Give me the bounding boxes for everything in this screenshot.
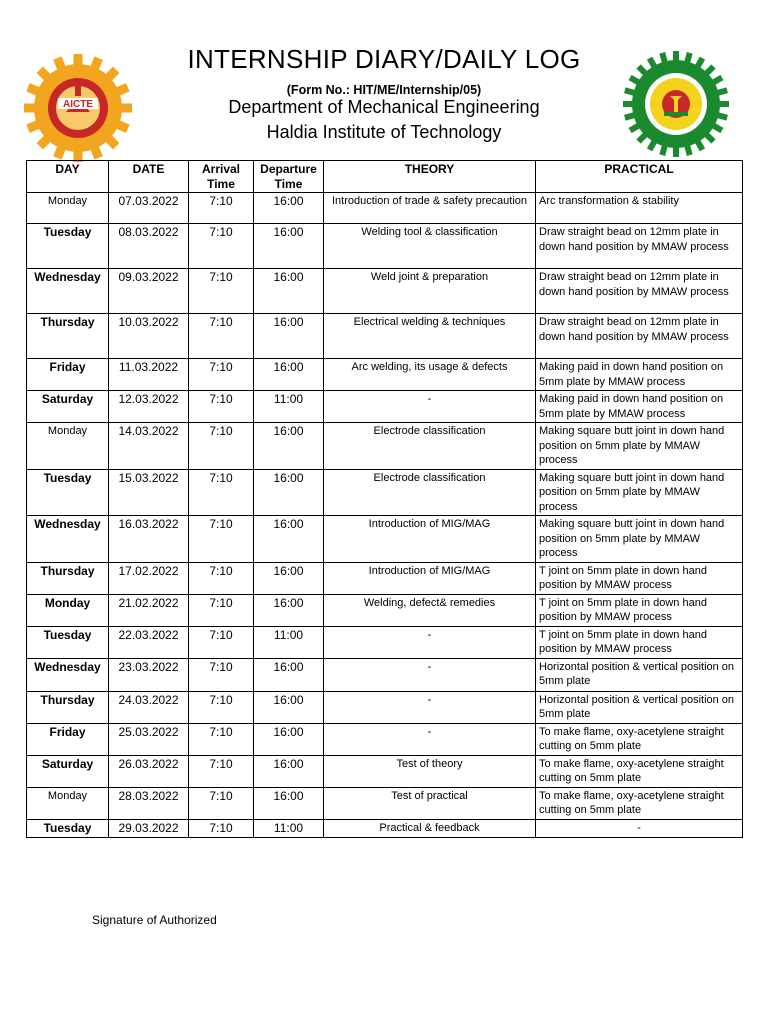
arrival-time-cell: 7:10 (189, 224, 254, 269)
page-title: INTERNSHIP DIARY/DAILY LOG (187, 44, 581, 74)
practical-cell: Draw straight bead on 12mm plate in down hand position by MMAW process (536, 269, 743, 314)
arrival-time-cell: 7:10 (189, 423, 254, 470)
department-name: Department of Mechanical Engineering (228, 97, 540, 117)
practical-cell: Horizontal position & vertical position on 5mm plate (536, 658, 743, 691)
practical-cell: Horizontal position & vertical position on 5mm plate (536, 691, 743, 723)
table-row (27, 658, 743, 691)
arrival-time-cell: 7:10 (189, 193, 254, 224)
date-cell: 17.02.2022 (109, 562, 189, 594)
date-cell: 07.03.2022 (109, 193, 189, 224)
theory-cell: Welding, defect& remedies (324, 594, 536, 626)
departure-time-cell: 16:00 (254, 562, 324, 594)
theory-cell: - (324, 391, 536, 423)
header-theory: THEORY (324, 161, 536, 193)
date-cell: 09.03.2022 (109, 269, 189, 314)
theory-cell: Welding tool & classification (324, 224, 536, 269)
date-cell: 21.02.2022 (109, 594, 189, 626)
table-row (27, 469, 743, 516)
theory-cell: Introduction of trade & safety precaution (324, 193, 536, 224)
arrival-time-cell: 7:10 (189, 658, 254, 691)
table-row (27, 269, 743, 314)
departure-time-cell: 16:00 (254, 658, 324, 691)
day-cell: Saturday (27, 391, 109, 423)
practical-cell: Making square butt joint in down hand position on 5mm plate by MMAW process (536, 423, 743, 470)
day-cell: Monday (27, 423, 109, 470)
date-cell: 10.03.2022 (109, 314, 189, 359)
date-cell: 14.03.2022 (109, 423, 189, 470)
arrival-time-cell: 7:10 (189, 516, 254, 563)
theory-cell: - (324, 658, 536, 691)
departure-time-cell: 16:00 (254, 193, 324, 224)
day-cell: Friday (27, 723, 109, 755)
practical-cell: Arc transformation & stability (536, 193, 743, 224)
day-cell: Monday (27, 193, 109, 224)
table-row (27, 516, 743, 563)
date-cell: 28.03.2022 (109, 787, 189, 819)
departure-time-cell: 16:00 (254, 314, 324, 359)
day-cell: Saturday (27, 755, 109, 787)
arrival-time-cell: 7:10 (189, 314, 254, 359)
arrival-time-cell: 7:10 (189, 391, 254, 423)
day-cell: Thursday (27, 562, 109, 594)
table-row (27, 691, 743, 723)
theory-cell: Electrode classification (324, 469, 536, 516)
theory-cell: - (324, 626, 536, 658)
departure-time-cell: 16:00 (254, 359, 324, 391)
theory-cell: Electrode classification (324, 423, 536, 470)
table-row (27, 723, 743, 755)
table-row (27, 224, 743, 269)
practical-cell: Making paid in down hand position on 5mm plate by MMAW process (536, 359, 743, 391)
day-cell: Monday (27, 787, 109, 819)
signature-label: Signature of Authorized (92, 913, 217, 927)
practical-cell: T joint on 5mm plate in down hand position by MMAW process (536, 626, 743, 658)
arrival-time-cell: 7:10 (189, 755, 254, 787)
arrival-time-cell: 7:10 (189, 469, 254, 516)
theory-cell: Practical & feedback (324, 819, 536, 837)
table-row (27, 391, 743, 423)
day-cell: Monday (27, 594, 109, 626)
day-cell: Wednesday (27, 516, 109, 563)
theory-cell: Introduction of MIG/MAG (324, 562, 536, 594)
form-number: (Form No.: HIT/ME/Internship/05) (286, 83, 482, 97)
table-row (27, 594, 743, 626)
departure-time-cell: 16:00 (254, 423, 324, 470)
table-row (27, 626, 743, 658)
day-cell: Friday (27, 359, 109, 391)
practical-cell: - (536, 819, 743, 837)
theory-cell: - (324, 691, 536, 723)
theory-cell: Test of practical (324, 787, 536, 819)
date-cell: 12.03.2022 (109, 391, 189, 423)
departure-time-cell: 16:00 (254, 723, 324, 755)
theory-cell: - (324, 723, 536, 755)
institute-name: Haldia Institute of Technology (266, 122, 502, 142)
theory-cell: Arc welding, its usage & defects (324, 359, 536, 391)
arrival-time-cell: 7:10 (189, 269, 254, 314)
departure-time-cell: 16:00 (254, 691, 324, 723)
date-cell: 16.03.2022 (109, 516, 189, 563)
departure-time-cell: 16:00 (254, 224, 324, 269)
aicte-logo-text: AICTE (63, 99, 93, 110)
arrival-time-cell: 7:10 (189, 691, 254, 723)
departure-time-cell: 16:00 (254, 755, 324, 787)
arrival-time-cell: 7:10 (189, 562, 254, 594)
day-cell: Tuesday (27, 626, 109, 658)
arrival-time-cell: 7:10 (189, 787, 254, 819)
table-row (27, 359, 743, 391)
date-cell: 29.03.2022 (109, 819, 189, 837)
header-date: DATE (109, 161, 189, 193)
daily-log-table (26, 160, 743, 838)
departure-time-cell: 11:00 (254, 819, 324, 837)
practical-cell: Draw straight bead on 12mm plate in down hand position by MMAW process (536, 224, 743, 269)
day-cell: Thursday (27, 691, 109, 723)
arrival-time-cell: 7:10 (189, 359, 254, 391)
arrival-time-cell: 7:10 (189, 626, 254, 658)
table-row (27, 787, 743, 819)
practical-cell: Draw straight bead on 12mm plate in down hand position by MMAW process (536, 314, 743, 359)
date-cell: 22.03.2022 (109, 626, 189, 658)
practical-cell: T joint on 5mm plate in down hand position by MMAW process (536, 562, 743, 594)
table-row (27, 755, 743, 787)
date-cell: 26.03.2022 (109, 755, 189, 787)
day-cell: Wednesday (27, 269, 109, 314)
table-header-row (27, 161, 743, 193)
departure-time-cell: 16:00 (254, 594, 324, 626)
departure-time-cell: 16:00 (254, 787, 324, 819)
theory-cell: Weld joint & preparation (324, 269, 536, 314)
practical-cell: To make flame, oxy-acetylene straight cutting on 5mm plate (536, 723, 743, 755)
header-departure-time: Departure Time (254, 161, 324, 193)
day-cell: Tuesday (27, 819, 109, 837)
day-cell: Thursday (27, 314, 109, 359)
practical-cell: To make flame, oxy-acetylene straight cutting on 5mm plate (536, 787, 743, 819)
arrival-time-cell: 7:10 (189, 819, 254, 837)
practical-cell: To make flame, oxy-acetylene straight cutting on 5mm plate (536, 755, 743, 787)
practical-cell: Making square butt joint in down hand position on 5mm plate by MMAW process (536, 469, 743, 516)
header-arrival-time: Arrival Time (189, 161, 254, 193)
theory-cell: Electrical welding & techniques (324, 314, 536, 359)
departure-time-cell: 16:00 (254, 269, 324, 314)
date-cell: 24.03.2022 (109, 691, 189, 723)
theory-cell: Introduction of MIG/MAG (324, 516, 536, 563)
theory-cell: Test of theory (324, 755, 536, 787)
departure-time-cell: 11:00 (254, 391, 324, 423)
header-practical: PRACTICAL (536, 161, 743, 193)
practical-cell: Making square butt joint in down hand position on 5mm plate by MMAW process (536, 516, 743, 563)
date-cell: 11.03.2022 (109, 359, 189, 391)
table-row (27, 819, 743, 837)
table-row (27, 314, 743, 359)
day-cell: Tuesday (27, 469, 109, 516)
arrival-time-cell: 7:10 (189, 594, 254, 626)
table-row (27, 562, 743, 594)
header-day: DAY (27, 161, 109, 193)
departure-time-cell: 11:00 (254, 626, 324, 658)
practical-cell: Making paid in down hand position on 5mm plate by MMAW process (536, 391, 743, 423)
date-cell: 25.03.2022 (109, 723, 189, 755)
table-row (27, 193, 743, 224)
date-cell: 08.03.2022 (109, 224, 189, 269)
departure-time-cell: 16:00 (254, 516, 324, 563)
departure-time-cell: 16:00 (254, 469, 324, 516)
table-row (27, 423, 743, 470)
day-cell: Tuesday (27, 224, 109, 269)
date-cell: 15.03.2022 (109, 469, 189, 516)
practical-cell: T joint on 5mm plate in down hand position by MMAW process (536, 594, 743, 626)
arrival-time-cell: 7:10 (189, 723, 254, 755)
day-cell: Wednesday (27, 658, 109, 691)
date-cell: 23.03.2022 (109, 658, 189, 691)
